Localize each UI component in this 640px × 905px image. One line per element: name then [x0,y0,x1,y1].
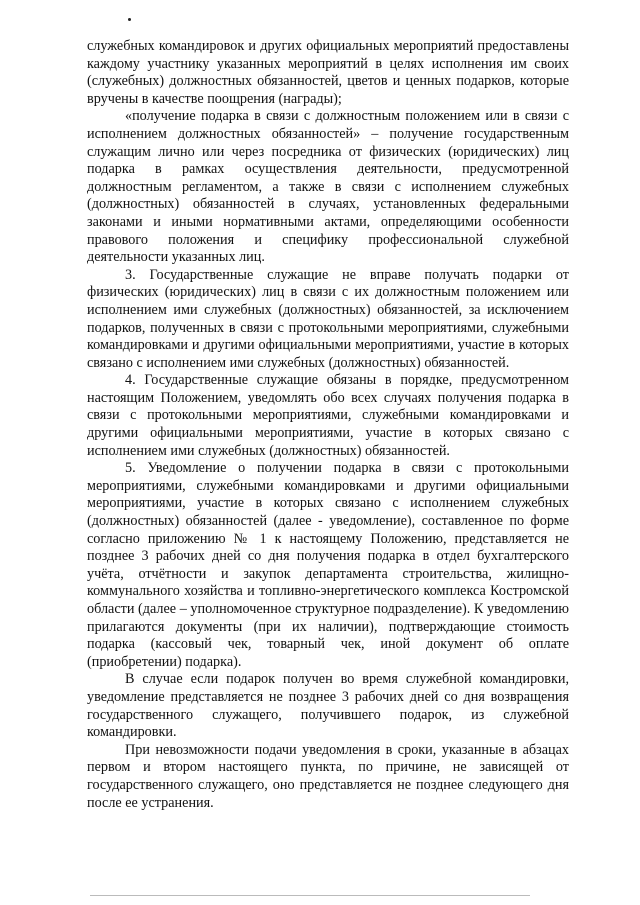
document-body [87,38,569,812]
paragraph-business-trip: В случае если подарок получен во время служебной командировки, уведомление представляется не позднее 3 рабочих дней со дня возвращения государственного служащего, получившего подарок, из служебной командировки. [87,671,569,741]
paragraph-item-3: 3. Государственные служащие не вправе получать подарки от физических (юридических) лиц в связи с их должностным положением или исполнением ими служебных (должностных) обязанностей, за исключением подарков, полученных в связи с протокольными мероприятиями, служебными командировками и другими официальными мероприятиями, участие в которых связано с исполнением ими служебных (должностных) обязанностей. [87,266,569,371]
paragraph-item-5: 5. Уведомление о получении подарка в связи с протокольными мероприятиями, служебными командировками и другими официальными мероприятиями, участие в которых связано с исполнением служебных (должностных) обязанностей (далее - уведомление), составленное по форме согласно приложению № 1 к настоящему Положению, представляется не позднее 3 рабочих дней со дня получения подарка в отдел бухгалтерского учёта, отчётности и закупок департамента строительства, жилищно-коммунального хозяйства и топливно-энергетического комплекса Костромской области (далее – уполномоченное структурное подразделение). К уведомлению прилагаются документы (при их наличии), подтверждающие стоимость подарка (кассовый чек, товарный чек, иной документ об оплате (приобретении) подарка). [87,460,569,670]
paragraph-gift-definition: «получение подарка в связи с должностным положением или в связи с исполнением должностных обязанностей» – получение государственным служащим лично или через посредника от физических (юридических) лиц подарка в рамках осуществления деятельности, предусмотренной должностным регламентом, а также в связи с исполнением служебных (должностных) обязанностей в случаях, установленных федеральными законами и иными нормативными актами, определяющими особенности правового положения и специфику профессиональной служебной деятельности указанных лиц. [87,108,569,266]
paragraph-item-4: 4. Государственные служащие обязаны в порядке, предусмотренном настоящим Положением, уведомлять обо всех случаях получения подарка в связи с протокольными мероприятиями, служебными командировками и другими официальными мероприятиями, участие в которых связано с исполнением ими служебных (должностных) обязанностей. [87,372,569,459]
scan-mark [128,18,131,21]
paragraph-impossibility: При невозможности подачи уведомления в сроки, указанные в абзацах первом и втором настоящего пункта, по причине, не зависящей от государственного служащего, оно представляется не позднее следующего дня после ее устранения. [87,741,569,811]
paragraph-continuation: служебных командировок и других официальных мероприятий предоставлены каждому участнику указанных мероприятий в целях исполнения им своих (служебных) должностных обязанностей, цветов и ценных подарков, которые вручены в качестве поощрения (награды); [87,38,569,107]
page-bottom-edge [90,895,530,896]
